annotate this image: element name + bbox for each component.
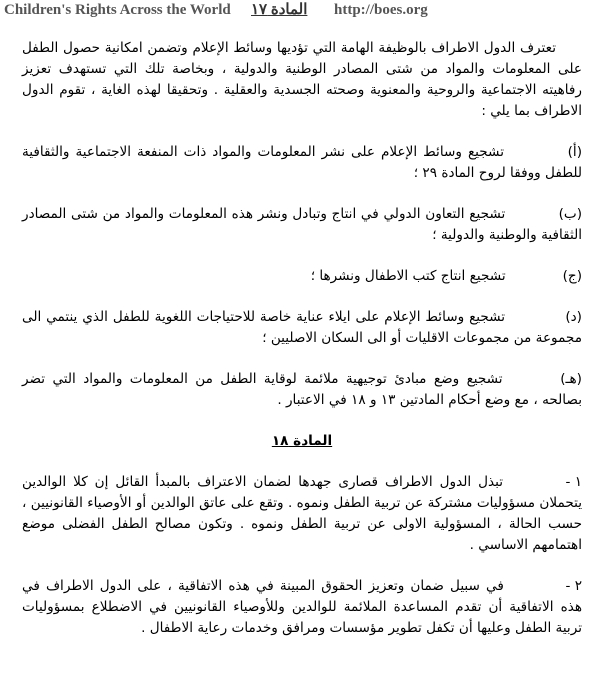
item-text: تشجيع وسائط الإعلام على ايلاء عناية خاصة للاحتياجات اللغوية للطفل الذي ينتمي الى مجموعة من مجموعات الاقليات أو الى السكان الاصليين ؛ [22,309,582,346]
item-marker: (ب) [558,206,582,222]
article17-intro: تعترف الدول الاطراف بالوظيفة الهامة التي تؤديها وسائط الإعلام وتضمن امكانية حصول الطفل على المعلومات والمواد من شتى المصادر الوطنية والدولية ، وبخاصة تلك التي تستهدف تعزيز رفاهيته الاجتماعية والروحية والمعنوية وصحته الجسدية والعقلية . وتحقيقا لهذه الغاية ، تقوم الدول الاطراف بما يلي : [22,40,582,119]
item-text: تشجيع وضع مبادئ توجيهية ملائمة لوقاية الطفل من المعلومات والمواد التي تضر بصالحه ، مع وضع أحكام المادتين ١٣ و ١٨ في الاعتبار . [22,371,582,408]
item-marker: (أ) [567,144,582,160]
article17-item-b [22,204,582,246]
item-text: تشجيع انتاج كتب الاطفال ونشرها ؛ [310,268,506,284]
document-body [22,38,582,659]
article17-item-c [22,266,582,287]
item-text: تشجيع وسائط الإعلام على نشر المعلومات والمواد ذات المنفعة الاجتماعية والثقافية للطفل ووفقا لروح المادة ٢٩ ؛ [22,144,582,181]
item-marker: ٢ - [565,578,582,594]
item-marker: ١ - [565,474,582,490]
header-article-text: المادة ١٧ [251,2,308,18]
item-text: تبذل الدول الاطراف قصارى جهدها لضمان الاعتراف بالمبدأ القائل إن كلا الوالدين يتحملان مسؤوليات مشتركة عن تربية الطفل ونموه . وتقع على عاتق الوالدين أو الأوصياء القانونيين ، حسب الحالة ، المسؤولية الاولى عن تربية الطفل ونموه . وتكون مصالح الطفل الفضلى موضع اهتمامهم الاساسي . [22,474,582,553]
page-header [0,0,595,20]
site-title: Children's Rights Across the World [4,2,231,18]
article17-item-d [22,307,582,349]
item-marker: (ج) [562,268,582,284]
item-marker: (هـ) [560,371,582,387]
article18-heading [22,431,582,452]
item-text: تشجيع التعاون الدولي في انتاج وتبادل ونشر هذه المعلومات والمواد من شتى المصادر الثقافية والوطنية والدولية ؛ [22,206,582,243]
item-text: في سبيل ضمان وتعزيز الحقوق المبينة في هذه الاتفاقية ، على الدول الاطراف في هذه الاتفاقية أن تقدم المساعدة الملائمة للوالدين وللأوصياء القانونيين في الاضطلاع بمسؤوليات تربية الطفل وعليها أن تكفل تطوير مؤسسات ومرافق وخدمات رعاية الاطفال . [22,578,582,636]
article18-title: المادة ١٨ [271,433,333,449]
article18-item-1 [22,472,582,556]
article17-item-e [22,369,582,411]
article17-item-a [22,142,582,184]
article18-item-2 [22,576,582,639]
site-url[interactable]: http://boes.org [334,2,428,18]
header-article-label [251,0,307,20]
item-marker: (د) [565,309,582,325]
